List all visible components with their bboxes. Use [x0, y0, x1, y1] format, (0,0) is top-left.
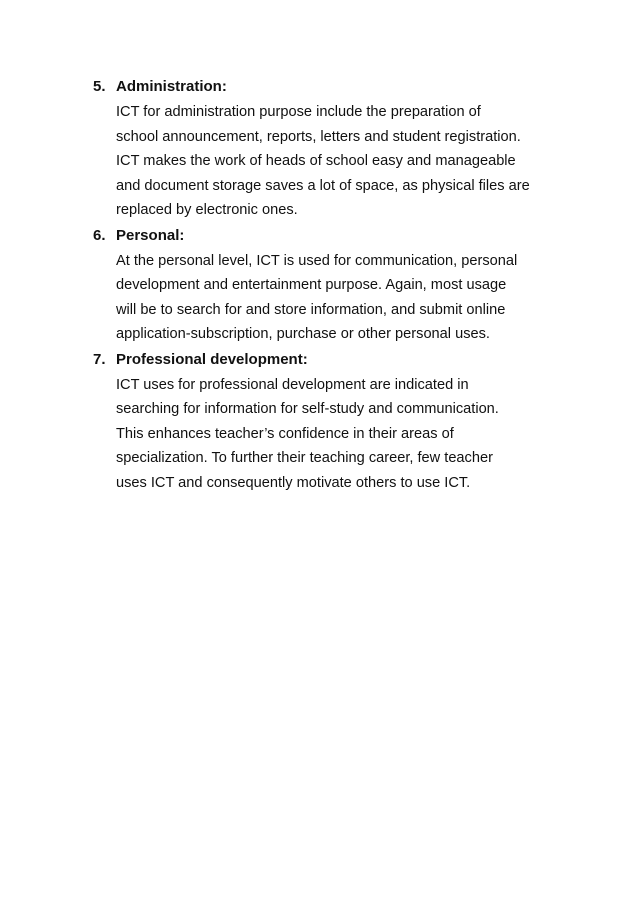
section-title: Personal: [116, 226, 185, 244]
list-item-personal [93, 223, 593, 347]
section-heading [93, 74, 593, 100]
section-title: Professional development: [116, 350, 308, 368]
paragraph-line: and document storage saves a lot of space, as physical files are [116, 177, 530, 194]
section-heading [93, 347, 593, 373]
item-number: 5. [93, 78, 106, 95]
section-heading [93, 223, 593, 249]
paragraph-line: At the personal level, ICT is used for communication, personal [116, 252, 518, 269]
paragraph-line: will be to search for and store information, and submit online [116, 301, 506, 318]
paragraph-line: searching for information for self-study and communication. [116, 401, 499, 417]
paragraph-line: replaced by electronic ones. [116, 202, 298, 218]
paragraph-line: specialization. To further their teaching career, few teacher [116, 450, 493, 466]
paragraph-line: uses ICT and consequently motivate others to use ICT. [116, 474, 471, 491]
item-number: 7. [93, 350, 106, 368]
paragraph-line: development and entertainment purpose. Again, most usage [116, 277, 507, 293]
section-title: Administration: [116, 78, 227, 95]
paragraph-line: This enhances teacher’s confidence in their areas of [116, 425, 454, 442]
item-number: 6. [93, 226, 106, 244]
numbered-list [93, 74, 593, 495]
paragraph-line: ICT for administration purpose include the preparation of [116, 104, 481, 120]
paragraph-line: ICT uses for professional development are indicated in [116, 376, 469, 393]
list-item-administration [93, 74, 593, 223]
list-item-professional-development [93, 347, 593, 496]
paragraph-line: ICT makes the work of heads of school easy and manageable [116, 153, 516, 169]
paragraph-line: school announcement, reports, letters and student registration. [116, 128, 521, 145]
paragraph-line: application-subscription, purchase or other personal uses. [116, 326, 490, 342]
